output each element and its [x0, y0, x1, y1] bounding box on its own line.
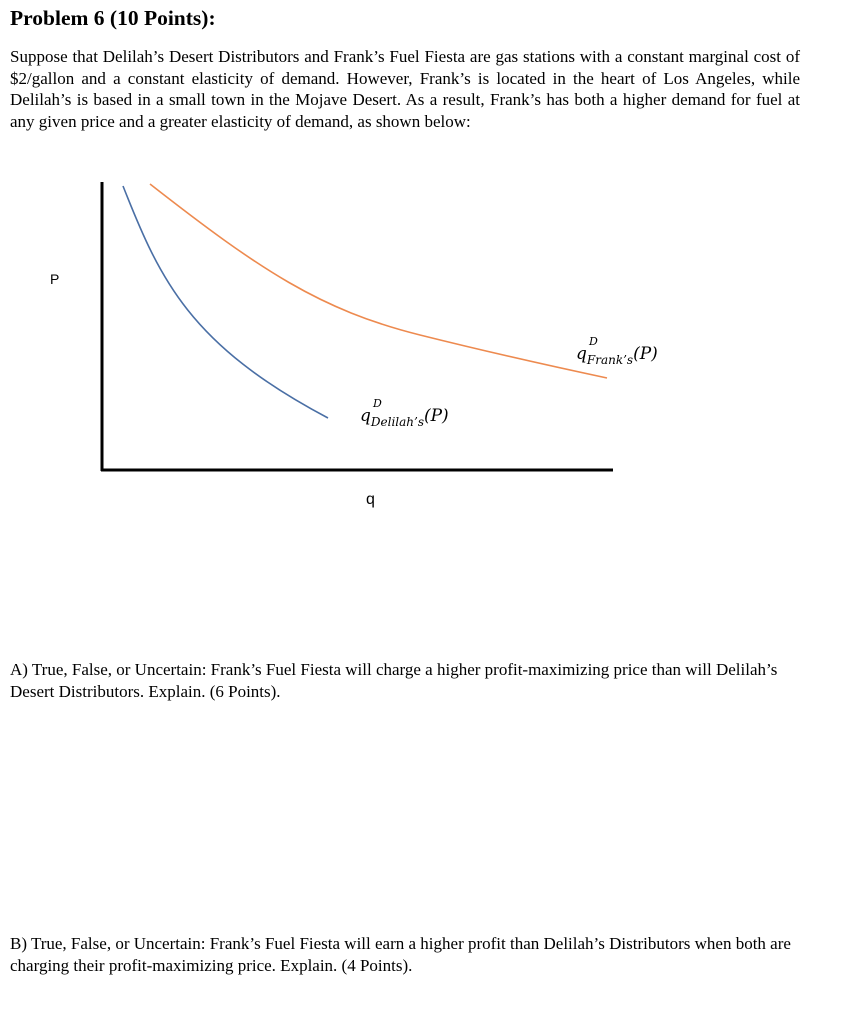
problem-intro: Suppose that Delilah’s Desert Distributors and Frank’s Fuel Fiesta are gas stations with a constant marginal cost of $2/gallon and a constant elasticity of demand. However, Frank’s is located in the heart of Los Angeles, while Delilah’s is based in a small town in the Mojave Desert. As a result, Frank’s has both a higher demand for fuel at any given price and a greater elasticity of demand, as shown below:: [10, 47, 800, 131]
delilah-demand-curve: [123, 186, 328, 418]
delilah-curve-base: q: [360, 406, 371, 426]
delilah-curve-label: [360, 397, 449, 429]
problem-title: Problem 6 (10 Points):: [10, 6, 216, 30]
demand-graph: [0, 170, 851, 490]
delilah-curve-superscript: D: [373, 397, 382, 410]
question-b: B) True, False, or Uncertain: Frank’s Fuel Fiesta will earn a higher profit than Delilah’s Distributors when both are charging their profit-maximizing price. Explain. (4 Points).: [10, 934, 791, 975]
delilah-curve-argument: (P): [423, 406, 449, 426]
frank-curve-superscript: D: [589, 335, 598, 348]
delilah-curve-subscript: Delilah’s: [370, 415, 424, 429]
question-a: A) True, False, or Uncertain: Frank’s Fuel Fiesta will charge a higher profit-maximizing price than will Delilah’s Desert Distributors. Explain. (6 Points).: [10, 660, 778, 701]
frank-curve-argument: (P): [633, 344, 658, 364]
frank-curve-subscript: Frank’s: [586, 353, 634, 367]
x-axis-label: q: [366, 491, 375, 508]
frank-demand-curve: [150, 184, 607, 378]
frank-curve-base: q: [576, 344, 587, 364]
y-axis-label: P: [50, 271, 60, 287]
frank-curve-label: [576, 335, 658, 367]
